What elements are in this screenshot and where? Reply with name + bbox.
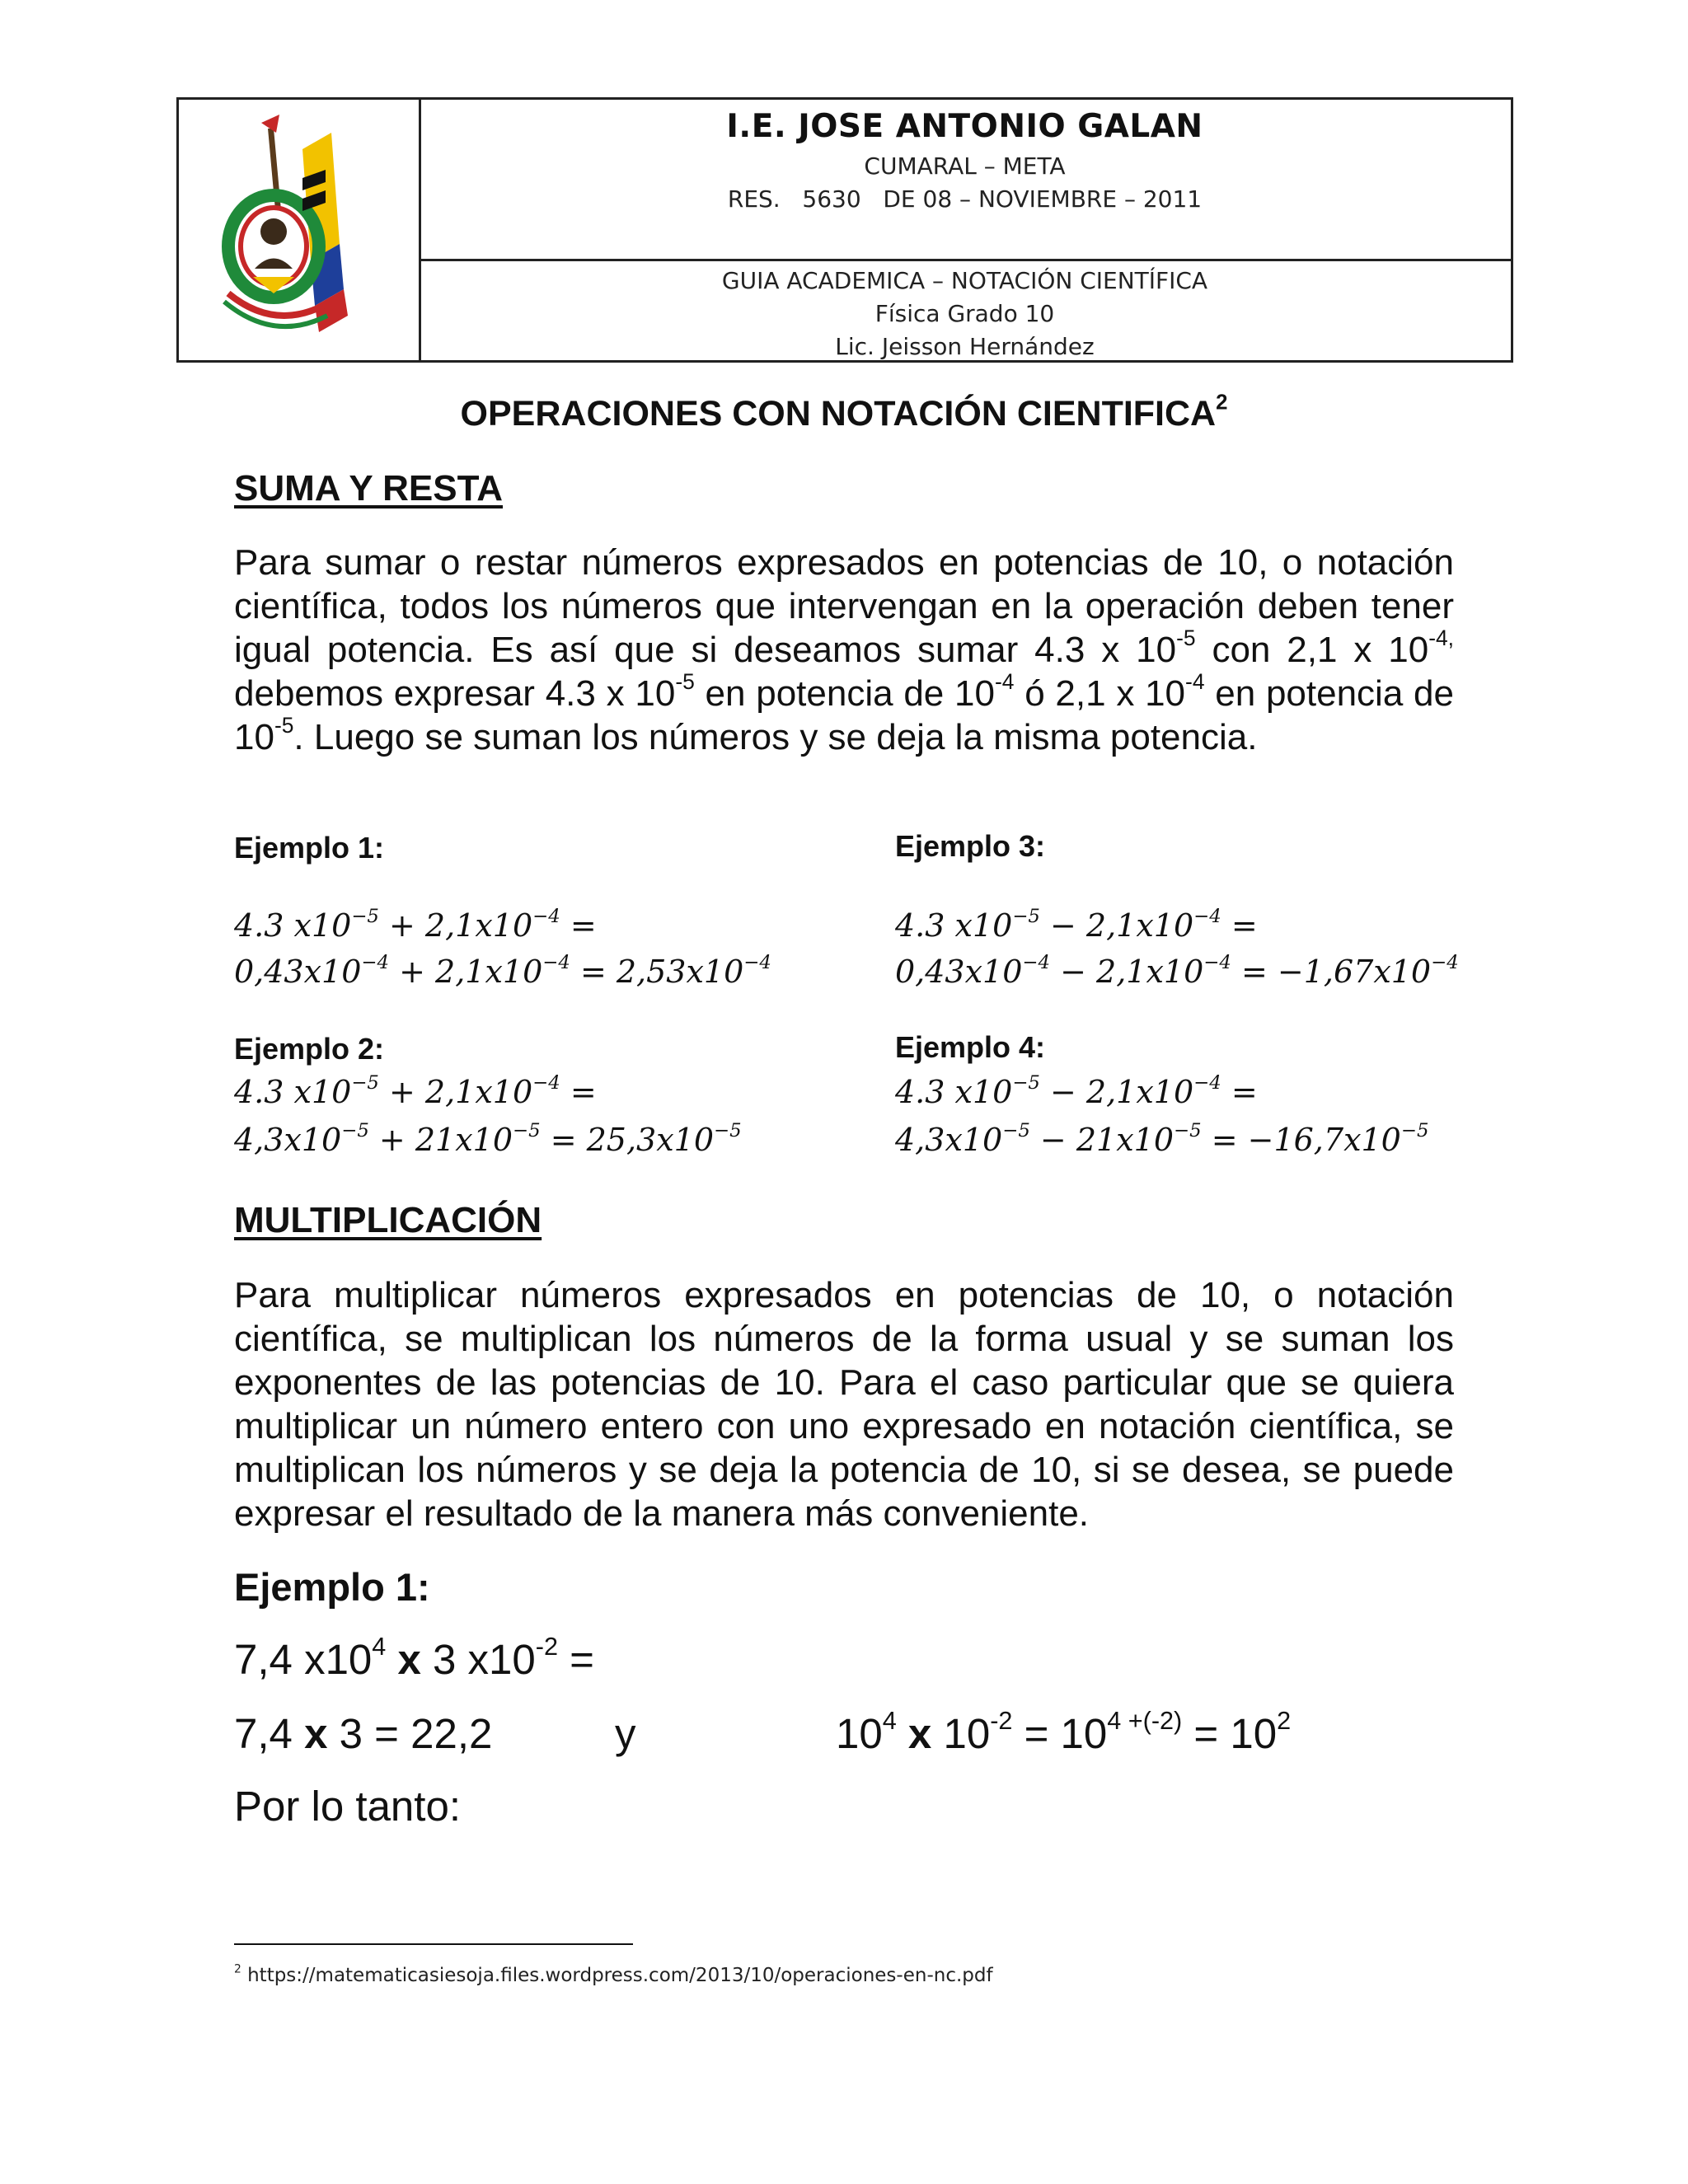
resolution: RES. 5630 DE 08 – NOVIEMBRE – 2011 — [727, 185, 1203, 213]
example-3-line-2: $0,43x10^{-4} - 2,1x10^{-4} = -1,67x10^{-4}$ — [895, 951, 1459, 990]
footnote-divider — [234, 1943, 633, 1945]
section-heading-multiplicacion: MULTIPLICACIÓN — [234, 1200, 542, 1240]
teacher: Lic. Jeisson Hernández — [835, 333, 1095, 360]
multiplicacion-paragraph: Para multiplicar números expresados en potencias de 10, o notación científica, se multiplican los números de la forma usual y se suman los exponentes de las potencias de 10. Para el caso particular que se quiera multiplicar un número entero con uno expresado en notación científica, se multiplican los números y se deja la potencia de 10, si se desea, se puede expresar el resultado de la manera más conveniente. — [234, 1275, 1454, 1534]
example-2-line-2: $4,3x10^{-5} + 21x10^{-5} = 25,3x10^{-5}$ — [234, 1119, 742, 1158]
example-4-line-1: 4.3 $x10^{-5} - 2,1x10^{-4}$ = — [895, 1071, 1258, 1110]
example-4-label: Ejemplo 4: — [895, 1030, 1046, 1064]
example-2-line-1: 4.3 $x10^{-5} + 2,1x10^{-4}$ = — [234, 1071, 597, 1110]
mult-example-connector: y — [615, 1710, 636, 1757]
example-1-label: Ejemplo 1: — [234, 831, 385, 865]
header-table — [176, 97, 1513, 363]
mult-example-line-1: 7,4 $x10^4$ x 3 $x10^{-2}$ = — [234, 1633, 594, 1683]
subject: Física Grado 10 — [874, 300, 1055, 327]
footnote-url: https://matematicasiesoja.files.wordpress.com/2013/10/operaciones-en-nc.pdf — [247, 1965, 993, 1986]
guide-title: GUIA ACADEMICA – NOTACIÓN CIENTÍFICA — [721, 267, 1208, 294]
mult-conclusion: Por lo tanto: — [234, 1783, 461, 1830]
mult-example-line-2b: $10^4$ x $10^{-2} = 10^{4 +(-2)} = 10^2$ — [836, 1707, 1292, 1757]
example-1-line-2: $0,43x10^{-4} + 2,1x10^{-4} = 2,53x10^{-4}$ — [234, 951, 771, 990]
suma-paragraph: Para sumar o restar números expresados en potencias de 10, o notación científica, todos los números que intervengan en la operación deben tener igual potencia. Es así que si deseamos sumar 4.3 x $10^{-5}$ con 2,1 x $10^{-4,}$ debemos expresar 4.3 x $10^{-5}$ en potencia de $10^{-4}$ ó 2,1 x $10^{-4}$ en potencia de $10^{-5}$. Luego se suman los números y se deja la misma potencia. — [234, 542, 1454, 757]
example-2-label: Ejemplo 2: — [234, 1032, 385, 1066]
school-logo-cell — [179, 100, 421, 360]
example-3-line-1: 4.3 $x10^{-5} - 2,1x10^{-4}$ = — [895, 905, 1258, 944]
location: CUMARAL – META — [864, 152, 1066, 180]
footnote — [234, 1962, 993, 1986]
mult-example-line-2a: 7,4 x 3 = 22,2 — [234, 1710, 493, 1757]
example-1-line-1: 4.3 $x10^{-5} + 2,1x10^{-4}$ = — [234, 905, 597, 944]
page-title — [0, 391, 1688, 434]
school-crest-icon — [179, 100, 419, 360]
mult-example-label: Ejemplo 1: — [234, 1565, 430, 1609]
footnote-ref: 2 — [1216, 391, 1228, 415]
example-3-label: Ejemplo 3: — [895, 829, 1046, 863]
section-heading-suma: SUMA Y RESTA — [234, 468, 503, 509]
example-4-line-2: $4,3x10^{-5} - 21x10^{-5} = -16,7x10^{-5}$ — [895, 1119, 1429, 1158]
header-guide — [419, 261, 1511, 360]
school-name: I.E. JOSE ANTONIO GALAN — [726, 108, 1203, 145]
page-title-text: OPERACIONES CON NOTACIÓN CIENTIFICA — [460, 394, 1217, 434]
footnote-mark: 2 — [234, 1962, 241, 1976]
header-institution — [419, 100, 1511, 261]
